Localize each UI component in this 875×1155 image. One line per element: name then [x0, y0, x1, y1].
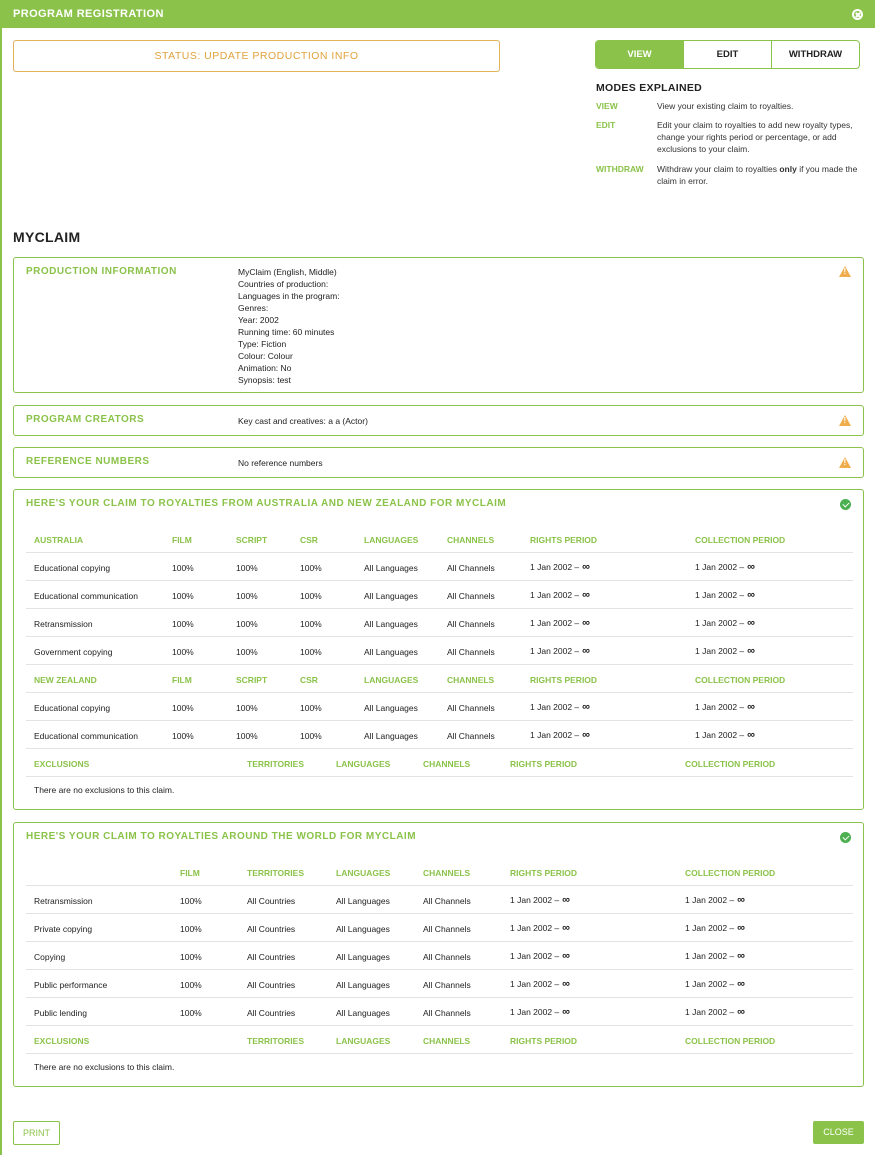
table-row [26, 970, 853, 998]
production-info-line: Genres: [238, 303, 269, 313]
production-info-label: PRODUCTION INFORMATION [26, 266, 177, 277]
column-header: RIGHTS PERIOD [510, 759, 578, 769]
anz-claim-table [26, 525, 853, 801]
window-left-border [0, 28, 2, 1155]
column-header: COLLECTION PERIOD [685, 759, 776, 769]
program-creators-label: PROGRAM CREATORS [26, 414, 145, 425]
cell-channels: All Channels [423, 924, 471, 934]
cell-languages: All Languages [364, 591, 418, 601]
column-header: FILM [172, 675, 192, 685]
infinity-icon: ∞ [562, 894, 570, 906]
cell-script: 100% [236, 619, 258, 629]
cell-collection-period [695, 645, 755, 657]
cell-channels: All Channels [423, 980, 471, 990]
cell-type: Private copying [34, 924, 93, 934]
column-header: TERRITORIES [247, 1036, 304, 1046]
cell-collection-period [695, 617, 755, 629]
print-button[interactable]: PRINT [13, 1121, 60, 1145]
infinity-icon: ∞ [582, 617, 590, 629]
infinity-icon: ∞ [747, 589, 755, 601]
exclusions-empty-text: There are no exclusions to this claim. [34, 1062, 175, 1072]
cell-script: 100% [236, 703, 258, 713]
cell-script: 100% [236, 591, 258, 601]
program-creators-value: Key cast and creatives: a a (Actor) [238, 416, 368, 426]
cell-rights-period-text: 1 Jan 2002 – [530, 562, 580, 572]
column-header: CHANNELS [447, 675, 495, 685]
column-header: LANGUAGES [364, 535, 419, 545]
cell-type: Educational copying [34, 703, 111, 713]
production-info-line: Type: Fiction [238, 339, 287, 349]
region-header: AUSTRALIA [34, 535, 84, 545]
cell-channels: All Channels [423, 1008, 471, 1018]
cell-collection-period [685, 1006, 745, 1018]
cell-languages: All Languages [336, 1008, 390, 1018]
cell-collection-period-text: 1 Jan 2002 – [685, 895, 735, 905]
infinity-icon: ∞ [737, 950, 745, 962]
cell-languages: All Languages [364, 563, 418, 573]
cell-rights-period-text: 1 Jan 2002 – [530, 618, 580, 628]
warning-icon [839, 457, 851, 468]
cell-collection-period-text: 1 Jan 2002 – [685, 951, 735, 961]
cell-channels: All Channels [447, 703, 495, 713]
world-claim-title: HERE'S YOUR CLAIM TO ROYALTIES AROUND THE WORLD FOR MYCLAIM [26, 831, 417, 842]
cell-collection-period [695, 701, 755, 713]
window-title: PROGRAM REGISTRATION [13, 8, 164, 20]
infinity-icon: ∞ [582, 645, 590, 657]
anz-claim-title: HERE'S YOUR CLAIM TO ROYALTIES FROM AUSTRALIA AND NEW ZEALAND FOR MYCLAIM [26, 498, 507, 509]
view-mode-button[interactable]: VIEW [596, 41, 683, 68]
cell-film: 100% [172, 563, 194, 573]
cell-type: Public performance [34, 980, 108, 990]
page-title: MYCLAIM [13, 229, 81, 245]
cell-channels: All Channels [423, 952, 471, 962]
cell-rights-period-text: 1 Jan 2002 – [530, 702, 580, 712]
cell-film: 100% [172, 703, 194, 713]
production-info-panel [13, 257, 864, 393]
production-info-line: Colour: Colour [238, 351, 293, 361]
cell-type: Educational communication [34, 591, 138, 601]
cell-film: 100% [180, 980, 202, 990]
exclusions-note [26, 777, 853, 801]
column-header: LANGUAGES [336, 759, 391, 769]
column-header: CHANNELS [423, 759, 471, 769]
cell-languages: All Languages [336, 896, 390, 906]
cell-territories: All Countries [247, 1008, 296, 1018]
mode-description [657, 163, 862, 187]
infinity-icon: ∞ [737, 922, 745, 934]
column-header: SCRIPT [236, 535, 268, 545]
cell-collection-period-text: 1 Jan 2002 – [695, 702, 745, 712]
infinity-icon: ∞ [582, 729, 590, 741]
cell-film: 100% [172, 647, 194, 657]
cell-rights-period-text: 1 Jan 2002 – [530, 646, 580, 656]
table-row [26, 609, 853, 637]
cell-territories: All Countries [247, 896, 296, 906]
column-header: CSR [300, 675, 318, 685]
reference-numbers-value: No reference numbers [238, 458, 323, 468]
cell-collection-period [685, 894, 745, 906]
cell-rights-period-text: 1 Jan 2002 – [530, 590, 580, 600]
table-row [26, 721, 853, 749]
cell-languages: All Languages [336, 952, 390, 962]
table-row [26, 693, 853, 721]
column-header: RIGHTS PERIOD [530, 535, 598, 545]
column-header: TERRITORIES [247, 759, 304, 769]
cell-collection-period [685, 950, 745, 962]
cell-rights-period-text: 1 Jan 2002 – [510, 1007, 560, 1017]
table-row [26, 914, 853, 942]
cell-film: 100% [180, 896, 202, 906]
cell-collection-period [685, 978, 745, 990]
cell-collection-period-text: 1 Jan 2002 – [695, 646, 745, 656]
cell-languages: All Languages [336, 924, 390, 934]
column-header: RIGHTS PERIOD [510, 868, 578, 878]
cell-csr: 100% [300, 619, 322, 629]
cell-type: Educational copying [34, 563, 111, 573]
reference-numbers-panel [13, 447, 864, 478]
cell-csr: 100% [300, 563, 322, 573]
infinity-icon: ∞ [562, 978, 570, 990]
cell-languages: All Languages [364, 619, 418, 629]
infinity-icon: ∞ [737, 1006, 745, 1018]
cell-film: 100% [172, 731, 194, 741]
column-header: CHANNELS [423, 1036, 471, 1046]
cell-rights-period [510, 922, 570, 934]
column-header: COLLECTION PERIOD [685, 1036, 776, 1046]
cell-channels: All Channels [423, 896, 471, 906]
cell-rights-period [510, 1006, 570, 1018]
cell-territories: All Countries [247, 952, 296, 962]
table-row [26, 553, 853, 581]
modes-explained-heading: MODES EXPLAINED [596, 82, 703, 94]
infinity-icon: ∞ [747, 645, 755, 657]
cell-rights-period-text: 1 Jan 2002 – [530, 730, 580, 740]
production-info-line: Languages in the program: [238, 291, 340, 301]
infinity-icon: ∞ [747, 729, 755, 741]
cell-type: Retransmission [34, 619, 93, 629]
production-info-line: Synopsis: test [238, 375, 291, 385]
cell-channels: All Channels [447, 591, 495, 601]
program-creators-panel [13, 405, 864, 436]
column-header: SCRIPT [236, 675, 268, 685]
cell-collection-period-text: 1 Jan 2002 – [695, 562, 745, 572]
table-header-row [26, 665, 853, 693]
cell-rights-period [530, 701, 590, 713]
column-header: RIGHTS PERIOD [530, 675, 598, 685]
column-header: LANGUAGES [364, 675, 419, 685]
status-banner: STATUS: UPDATE PRODUCTION INFO [13, 40, 500, 72]
mode-description: Edit your claim to royalties to add new royalty types, change your rights period or percentage, or add exclusions to your claim. [657, 120, 853, 154]
infinity-icon: ∞ [747, 701, 755, 713]
infinity-icon: ∞ [737, 978, 745, 990]
cell-film: 100% [180, 952, 202, 962]
cell-type: Public lending [34, 1008, 87, 1018]
cell-csr: 100% [300, 591, 322, 601]
close-button[interactable]: CLOSE [813, 1121, 864, 1144]
cell-type: Government copying [34, 647, 113, 657]
desc-text: Withdraw your claim to royalties [657, 164, 780, 174]
table-row [26, 942, 853, 970]
mode-key: WITHDRAW [596, 164, 644, 174]
production-info-line: Countries of production: [238, 279, 329, 289]
cell-rights-period [510, 978, 570, 990]
table-row [26, 998, 853, 1026]
cell-rights-period-text: 1 Jan 2002 – [510, 979, 560, 989]
cell-collection-period-text: 1 Jan 2002 – [695, 618, 745, 628]
cell-languages: All Languages [336, 980, 390, 990]
cell-collection-period [695, 589, 755, 601]
production-info-line: MyClaim (English, Middle) [238, 267, 337, 277]
column-header: COLLECTION PERIOD [695, 535, 786, 545]
title-bar [0, 0, 875, 28]
cell-film: 100% [180, 1008, 202, 1018]
production-info-line: Animation: No [238, 363, 292, 373]
column-header: CSR [300, 535, 318, 545]
column-header: LANGUAGES [336, 868, 391, 878]
table-row [26, 581, 853, 609]
world-claim-table [26, 858, 853, 1078]
column-header: TERRITORIES [247, 868, 304, 878]
cell-channels: All Channels [447, 731, 495, 741]
table-row [26, 637, 853, 665]
cell-collection-period-text: 1 Jan 2002 – [695, 590, 745, 600]
exclusions-note [26, 1054, 853, 1078]
cell-collection-period [685, 922, 745, 934]
cell-csr: 100% [300, 703, 322, 713]
infinity-icon: ∞ [747, 617, 755, 629]
cell-type: Retransmission [34, 896, 93, 906]
cell-rights-period [530, 617, 590, 629]
cell-rights-period-text: 1 Jan 2002 – [510, 895, 560, 905]
cell-rights-period-text: 1 Jan 2002 – [510, 923, 560, 933]
cell-type: Educational communication [34, 731, 138, 741]
cell-film: 100% [172, 619, 194, 629]
table-row [26, 886, 853, 914]
warning-icon [839, 415, 851, 426]
check-icon [840, 499, 851, 510]
infinity-icon: ∞ [747, 561, 755, 573]
infinity-icon: ∞ [737, 894, 745, 906]
cell-csr: 100% [300, 647, 322, 657]
column-header: CHANNELS [447, 535, 495, 545]
cell-rights-period [530, 645, 590, 657]
region-header: NEW ZEALAND [34, 675, 97, 685]
cell-rights-period [510, 894, 570, 906]
mode-switcher [595, 40, 860, 69]
production-info-line: Running time: 60 minutes [238, 327, 335, 337]
exclusions-header-row [26, 1026, 853, 1054]
mode-key: EDIT [596, 120, 616, 130]
production-info-line: Year: 2002 [238, 315, 279, 325]
infinity-icon: ∞ [562, 922, 570, 934]
infinity-icon: ∞ [582, 701, 590, 713]
table-header-row [26, 525, 853, 553]
cell-territories: All Countries [247, 980, 296, 990]
warning-icon [839, 266, 851, 277]
cell-rights-period [530, 561, 590, 573]
withdraw-mode-button[interactable]: WITHDRAW [771, 41, 859, 68]
mode-description: View your existing claim to royalties. [657, 101, 794, 111]
cell-collection-period-text: 1 Jan 2002 – [695, 730, 745, 740]
check-icon [840, 832, 851, 843]
cell-script: 100% [236, 647, 258, 657]
reference-numbers-label: REFERENCE NUMBERS [26, 456, 150, 467]
cell-collection-period-text: 1 Jan 2002 – [685, 923, 735, 933]
cell-languages: All Languages [364, 731, 418, 741]
infinity-icon: ∞ [582, 561, 590, 573]
infinity-icon: ∞ [562, 1006, 570, 1018]
anz-claim-panel [13, 489, 864, 810]
production-info-values [238, 266, 340, 386]
cell-languages: All Languages [364, 703, 418, 713]
column-header: COLLECTION PERIOD [685, 868, 776, 878]
edit-mode-button[interactable]: EDIT [683, 41, 771, 68]
cell-script: 100% [236, 563, 258, 573]
desc-emphasis: only [779, 164, 797, 174]
exclusions-empty-text: There are no exclusions to this claim. [34, 785, 175, 795]
cell-collection-period-text: 1 Jan 2002 – [685, 1007, 735, 1017]
table-header-row [26, 858, 853, 886]
cell-rights-period [510, 950, 570, 962]
column-header: LANGUAGES [336, 1036, 391, 1046]
column-header: COLLECTION PERIOD [695, 675, 786, 685]
cell-rights-period-text: 1 Jan 2002 – [510, 951, 560, 961]
column-header: FILM [180, 868, 200, 878]
cell-channels: All Channels [447, 647, 495, 657]
world-claim-panel [13, 822, 864, 1087]
cell-channels: All Channels [447, 619, 495, 629]
cell-script: 100% [236, 731, 258, 741]
infinity-icon: ∞ [582, 589, 590, 601]
cell-film: 100% [172, 591, 194, 601]
cell-collection-period [695, 561, 755, 573]
cell-channels: All Channels [447, 563, 495, 573]
infinity-icon: ∞ [562, 950, 570, 962]
desc-text: if you made the claim in error. [657, 164, 858, 186]
cell-type: Copying [34, 952, 66, 962]
cell-film: 100% [180, 924, 202, 934]
exclusions-header: EXCLUSIONS [34, 759, 90, 769]
mode-key: VIEW [596, 101, 618, 111]
cell-collection-period-text: 1 Jan 2002 – [685, 979, 735, 989]
cell-languages: All Languages [364, 647, 418, 657]
cell-rights-period [530, 589, 590, 601]
column-header: CHANNELS [423, 868, 471, 878]
column-header: FILM [172, 535, 192, 545]
cell-rights-period [530, 729, 590, 741]
cell-collection-period [695, 729, 755, 741]
cell-territories: All Countries [247, 924, 296, 934]
column-header: RIGHTS PERIOD [510, 1036, 578, 1046]
close-window-icon[interactable] [852, 9, 863, 20]
cell-csr: 100% [300, 731, 322, 741]
exclusions-header-row [26, 749, 853, 777]
exclusions-header: EXCLUSIONS [34, 1036, 90, 1046]
